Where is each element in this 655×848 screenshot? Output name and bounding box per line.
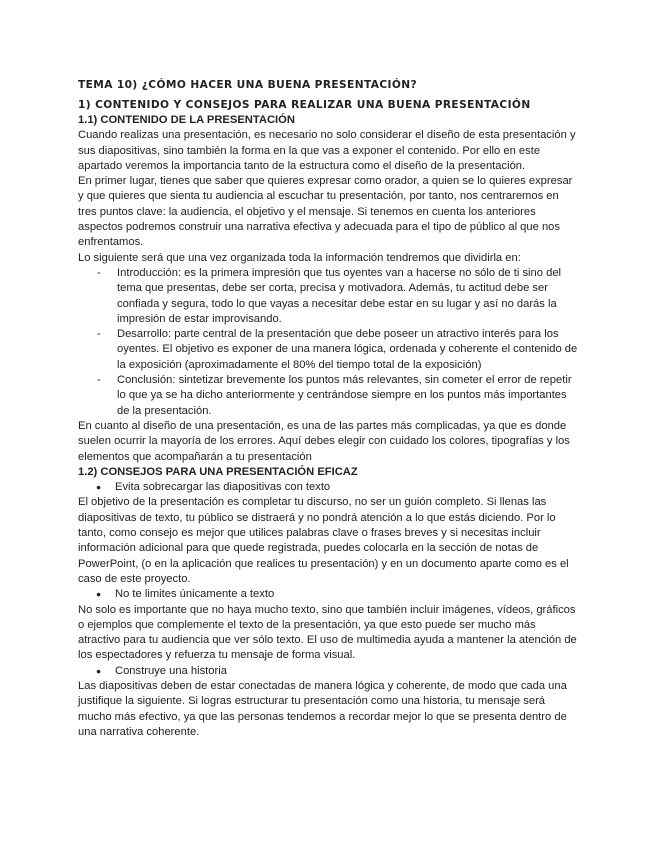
tip-title-texto: ● Evita sobrecargar las diapositivas con texto: [78, 480, 580, 495]
subsection-heading-consejos: 1.2) CONSEJOS PARA UNA PRESENTACIÓN EFICAZ: [78, 465, 358, 478]
tip-body-historia: Las diapositivas deben de estar conectadas de manera lógica y coherente, de modo que cada una justifique la siguiente. Si logras estructurar tu presentación como una historia, tu mensaje será mucho más efectivo, ya que las personas tendemos a recordar mejor lo que se presenta dentro de una narrativa coherente.: [78, 679, 567, 738]
paragraph-diseno: En cuanto al diseño de una presentación, es una de las partes más complicadas, ya que es donde suelen ocurrir la mayoría de los errores. Aquí debes elegir con cuidado los colores, tipografías y los elementos que acompañarán a tu presentación: [78, 419, 570, 463]
subsection-heading-contenido: 1.1) CONTENIDO DE LA PRESENTACIÓN: [78, 114, 295, 126]
tip-body-multimedia: No solo es importante que no haya mucho texto, sino que también incluir imágenes, vídeos, gráficos o ejemplos que complemente el texto de la presentación, ya que esto puede ser mucho más atractivo para tu audiencia que ver sólo texto. El uso de multimedia ayuda a mantener la atención de los espectadores y refuerza tu mensaje de forma visual.: [78, 603, 577, 662]
document-title: TEMA 10) ¿CÓMO HACER UNA BUENA PRESENTACIÓN?: [78, 79, 418, 91]
list-item-conclusion: - Conclusión: sintetizar brevemente los puntos más relevantes, sin cometer el error de repetir lo que ya se ha dicho anteriormente y centrándose siempre en los puntos más importantes de la presentación.: [78, 373, 580, 419]
document-page: [78, 78, 580, 740]
tip-title-historia: ● Construye una historia: [78, 664, 580, 679]
list-item-desarrollo: - Desarrollo: parte central de la presentación que debe poseer un atractivo interés para los oyentes. El objetivo es exponer de una manera lógica, ordenada y coherente el contenido de la exposición (aproximadamente el 80% del tiempo total de la exposición): [78, 327, 580, 373]
paragraph-dividir: Lo siguiente será que una vez organizada toda la información tendremos que dividirla en:: [78, 251, 521, 264]
paragraph-intro: Cuando realizas una presentación, es necesario no solo considerar el diseño de esta presentación y sus diapositivas, sino también la forma en la que vas a exponer el contenido. Por ello en este apartado veremos la importancia tanto de la estructura como el diseño de la presentación.: [78, 129, 576, 172]
list-item-introduccion: - Introducción: es la primera impresión que tus oyentes van a hacerse no sólo de ti sino del tema que presentas, debe ser corta, precisa y motivadora. Además, tu actitud debe ser confiada y segura, todo lo que vayas a necesitar debe estar en su lugar y así no darás la impresión de estar improvisando.: [78, 266, 580, 327]
paragraph-orador: En primer lugar, tienes que saber que quieres expresar como orador, a quien se lo quieres expresar y que quieres que sienta tu audiencia al escuchar tu presentación, por tanto, nos centraremos en tres puntos clave: la audiencia, el objetivo y el mensaje. Si tenemos en cuenta los anteriores aspectos podremos construir una narrativa efectiva y adecuada para el tipo de público al que nos enfrentamos.: [78, 175, 573, 249]
tip-body-texto: El objetivo de la presentación es completar tu discurso, no ser un guión completo. Si llenas las diapositivas de texto, tu público se distraerá y no pondrá atención a lo que estás diciendo. Por lo tanto, como consejo es mejor que utilices palabras clave o frases breves y si necesitas incluir información adicional para que quede registrada, puedes colocarla en la sección de notas de PowerPoint, (o en la aplicación que realices tu presentación) y en un documento aparte como es el caso de este proyecto.: [78, 496, 569, 585]
structure-list: [78, 266, 580, 419]
section-heading: 1) CONTENIDO Y CONSEJOS PARA REALIZAR UNA BUENA PRESENTACIÓN: [78, 98, 531, 111]
tip-title-multimedia: ● No te limites únicamente a texto: [78, 587, 580, 602]
